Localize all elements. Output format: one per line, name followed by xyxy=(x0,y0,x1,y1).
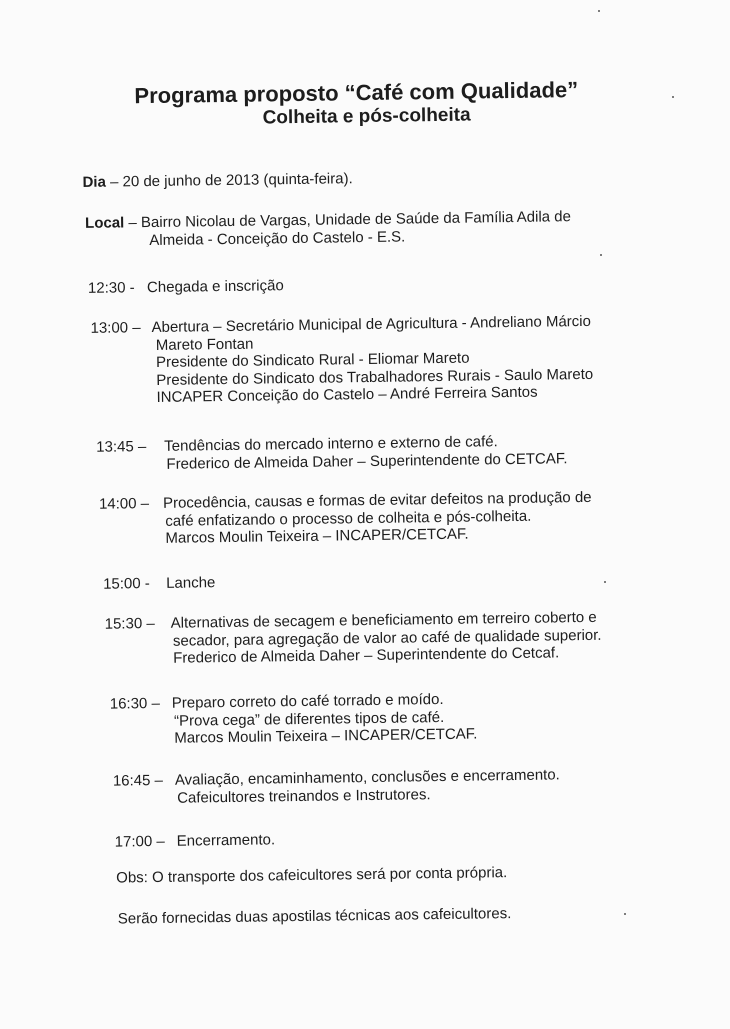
schedule-description xyxy=(171,609,602,668)
scan-speck xyxy=(598,10,600,12)
local-label: Local xyxy=(84,214,125,232)
schedule-description xyxy=(163,489,592,548)
schedule-line: INCAPER Conceição do Castelo – André Ferreira Santos xyxy=(156,384,538,407)
schedule-line: Chegada e inscrição xyxy=(146,277,284,297)
local-line xyxy=(85,208,571,232)
note-materials: Serão fornecidas duas apostilas técnicas aos cafeicultores. xyxy=(117,905,512,928)
schedule-line: Alternativas de secagem e beneficiamento em terreiro coberto e xyxy=(170,608,597,632)
scan-speck xyxy=(604,581,606,583)
schedule-line: Tendências do mercado interno e externo de café. xyxy=(164,433,498,455)
schedule-line: café enfatizando o processo de colheita e pós-colheita. xyxy=(165,507,532,530)
local-separator: – xyxy=(124,214,142,232)
day-line xyxy=(82,170,352,191)
schedule-time: 13:00 – xyxy=(90,319,141,337)
document-title: Programa proposto “Café com Qualidade” xyxy=(134,77,579,109)
schedule-line: Marcos Moulin Teixeira – INCAPER/CETCAF. xyxy=(165,525,469,548)
schedule-line: Preparo correto do café torrado e moído. xyxy=(171,690,444,712)
schedule-line: “Prova cega” de diferentes tipos de café. xyxy=(173,708,445,730)
schedule-time: 14:00 – xyxy=(98,495,150,513)
schedule-description xyxy=(175,766,560,807)
schedule-description xyxy=(166,574,215,592)
scan-speck xyxy=(672,96,674,98)
day-separator: – xyxy=(105,173,123,191)
schedule-description xyxy=(172,691,478,748)
schedule-time: 15:30 – xyxy=(104,614,155,633)
schedule-line: Presidente do Sindicato Rural - Eliomar Mareto xyxy=(155,349,470,372)
schedule-line: Abertura – Secretário Municipal de Agricultura - Andreliano Márcio xyxy=(151,312,592,337)
schedule-line: Frederico de Almeida Daher – Superintendente do Cetcaf. xyxy=(173,644,560,667)
schedule-time: 16:45 – xyxy=(112,771,164,790)
schedule-line: secador, para agregação de valor ao café de qualidade superior. xyxy=(172,626,602,650)
schedule-description xyxy=(177,831,276,850)
scan-speck xyxy=(624,913,626,915)
schedule-line: Presidente do Sindicato dos Trabalhadores Rurais - Saulo Mareto xyxy=(156,365,594,389)
day-value: 20 de junho de 2013 (quinta-feira). xyxy=(122,170,353,191)
schedule-line: Lanche xyxy=(166,574,216,592)
schedule-time: 15:00 - xyxy=(103,575,150,593)
schedule-time: 12:30 - xyxy=(87,279,135,297)
schedule-line: Procedência, causas e formas de evitar defeitos na produção de xyxy=(162,488,592,512)
schedule-line: Mareto Fontan xyxy=(155,335,254,354)
schedule-time: 17:00 – xyxy=(114,832,165,851)
schedule-line: Avaliação, encaminhamento, conclusões e encerramento. xyxy=(174,766,560,789)
schedule-description xyxy=(151,313,593,407)
schedule-description xyxy=(147,277,284,297)
schedule-time: 16:30 – xyxy=(109,694,160,713)
schedule-line: Frederico de Almeida Daher – Superintendente do CETCAF. xyxy=(166,449,568,473)
schedule-line: Marcos Moulin Teixeira – INCAPER/CETCAF. xyxy=(174,725,478,747)
schedule-description xyxy=(164,432,568,473)
note-transport: Obs: O transporte dos cafeicultores será por conta própria. xyxy=(116,864,508,887)
schedule-line: Encerramento. xyxy=(176,831,276,850)
local-line-1: Bairro Nicolau de Vargas, Unidade de Saúde da Família Adila de xyxy=(140,208,572,232)
local-line-2: Almeida - Conceição do Castelo - E.S. xyxy=(149,228,406,250)
document-subtitle: Colheita e pós-colheita xyxy=(262,104,471,129)
scan-speck xyxy=(600,254,602,256)
schedule-line: Cafeicultores treinandos e Instrutores. xyxy=(177,785,431,807)
schedule-time: 13:45 – xyxy=(96,438,147,456)
day-label: Dia xyxy=(82,173,106,191)
